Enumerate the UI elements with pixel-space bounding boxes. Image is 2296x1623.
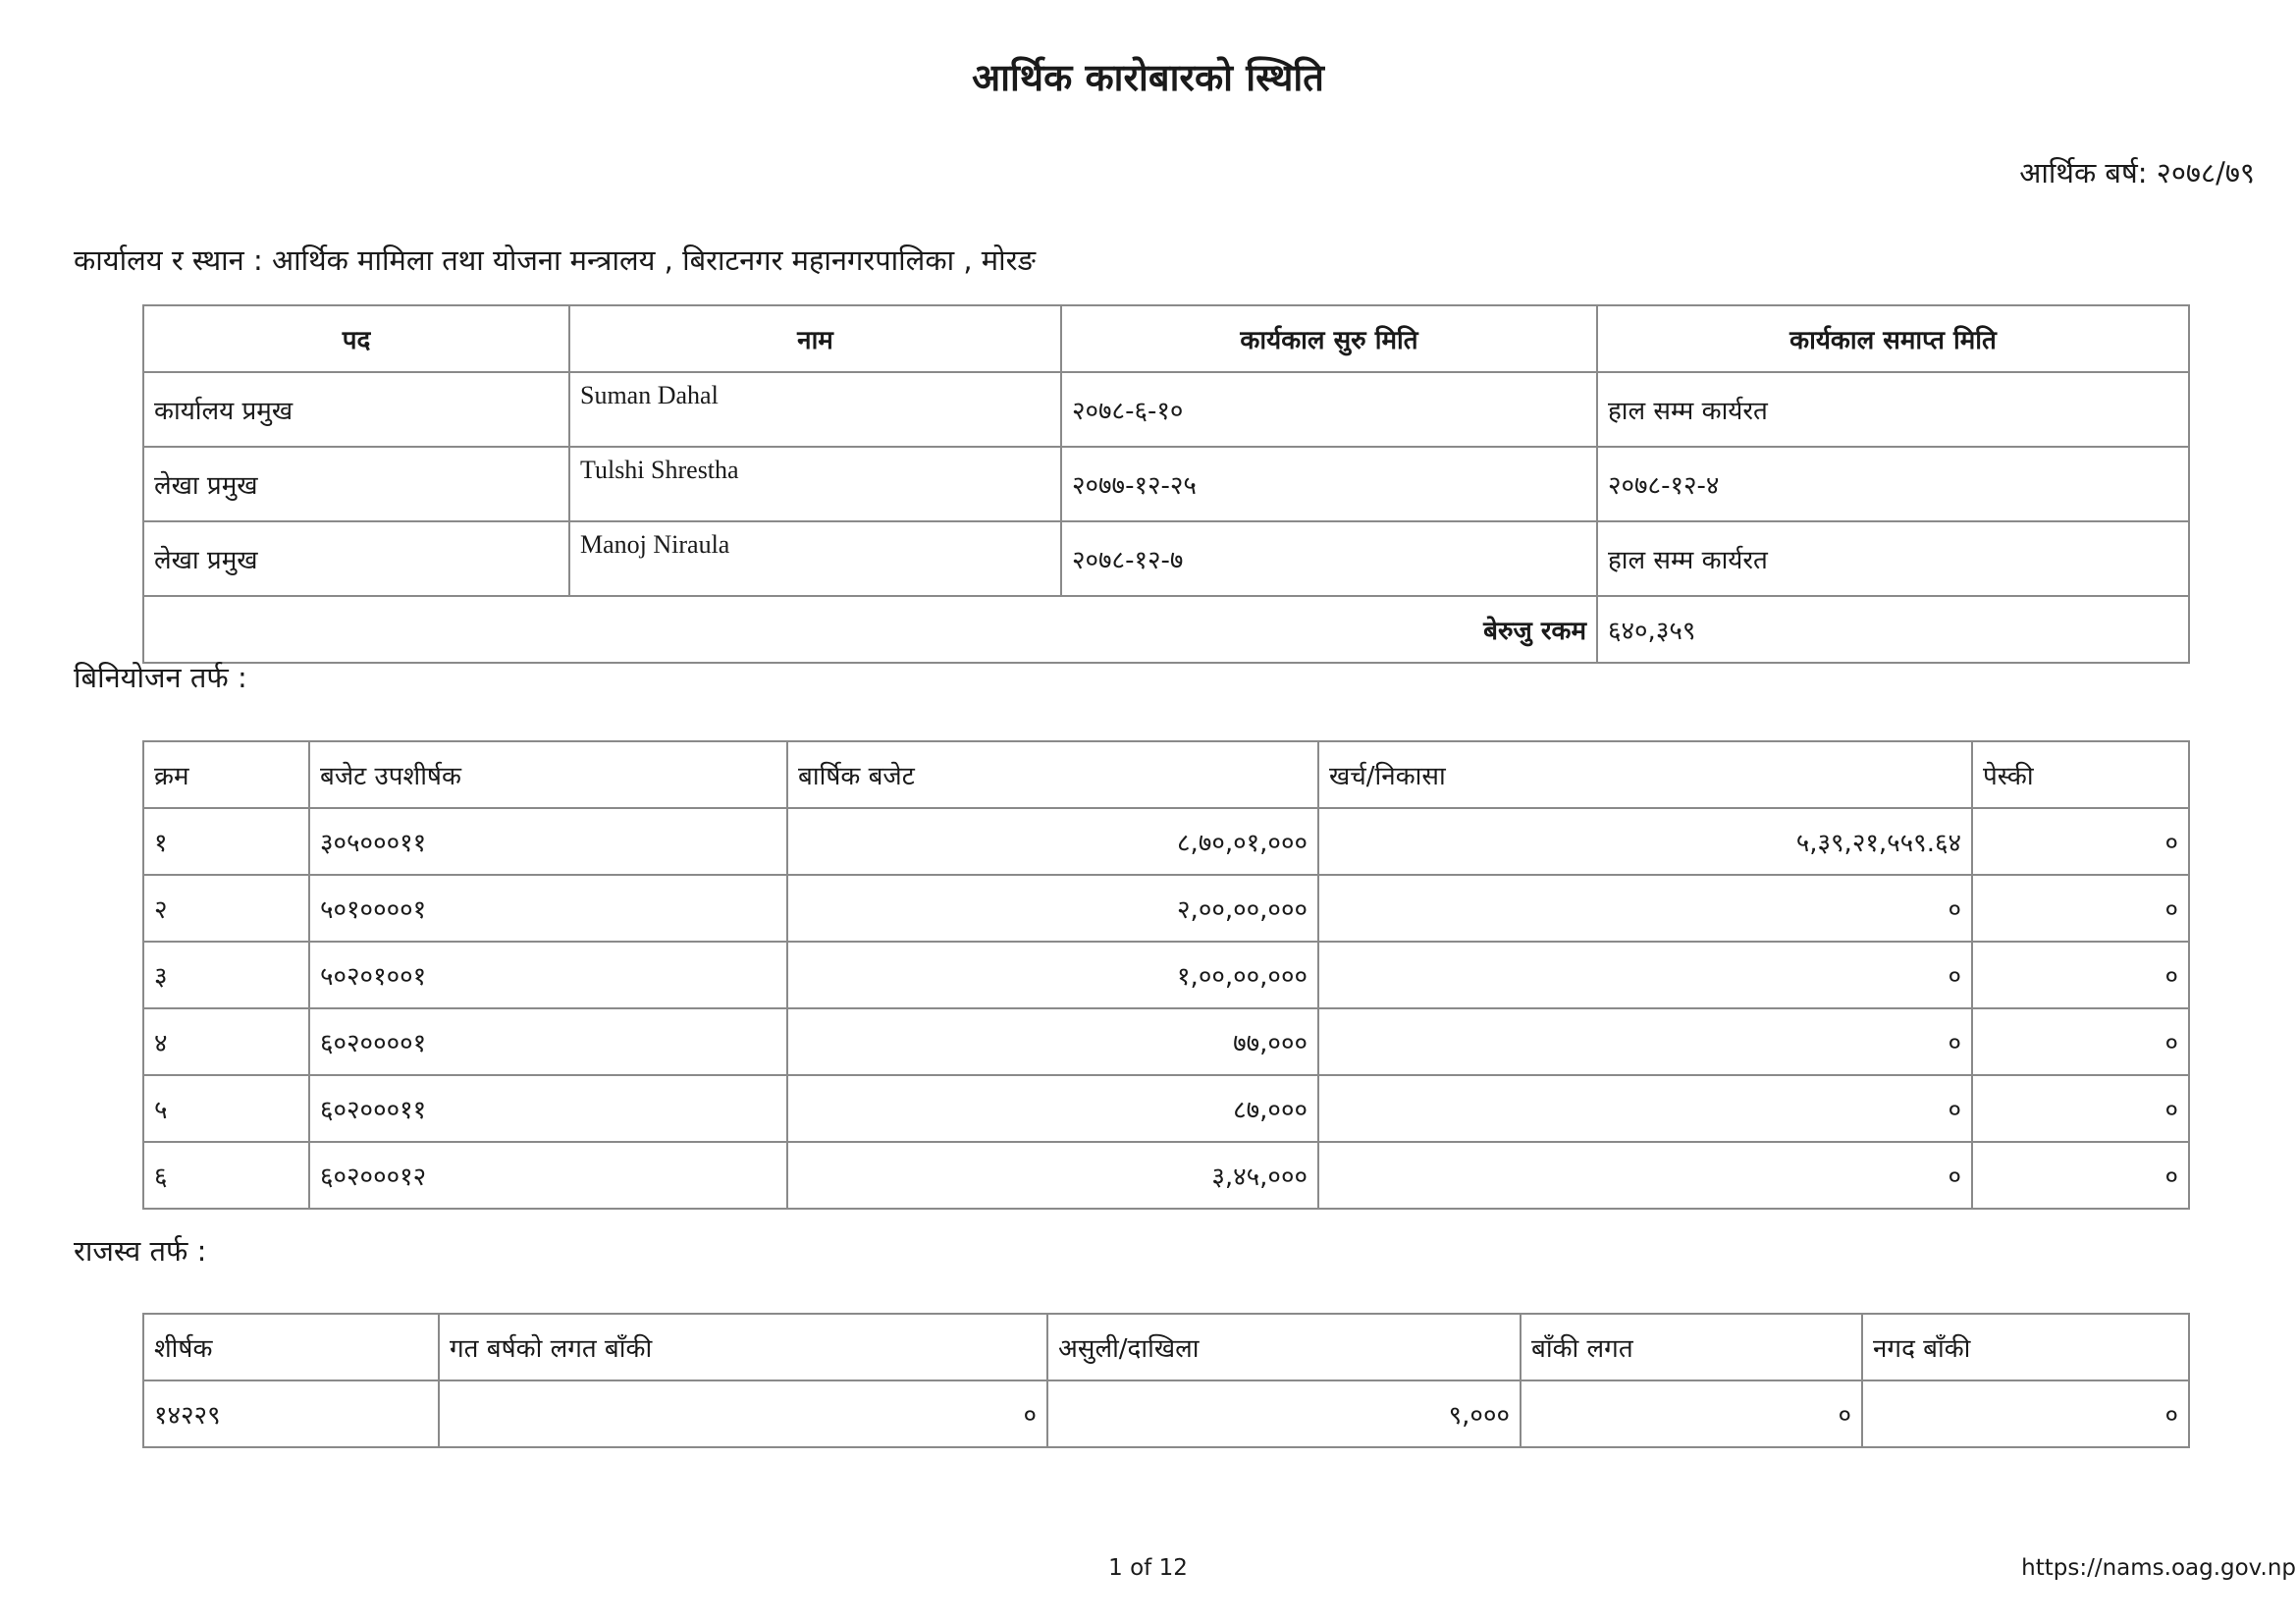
start-date-cell: २०७७-१२-२५ <box>1061 447 1597 521</box>
post-cell: लेखा प्रमुख <box>143 521 569 596</box>
expenditure-cell: ० <box>1318 1075 1972 1142</box>
annual-budget-cell: ८७,००० <box>787 1075 1318 1142</box>
table-row <box>143 942 2189 1008</box>
column-header: पेस्की <box>1972 741 2189 808</box>
expenditure-cell: ० <box>1318 875 1972 942</box>
column-header: पद <box>143 305 569 372</box>
budget-subheading-cell: ६०२०००१२ <box>309 1142 787 1209</box>
expenditure-cell: ५,३९,२१,५५९.६४ <box>1318 808 1972 875</box>
table-header-row <box>143 741 2189 808</box>
start-date-cell: २०७८-१२-७ <box>1061 521 1597 596</box>
column-header: कार्यकाल समाप्त मिति <box>1597 305 2189 372</box>
advance-cell: ० <box>1972 942 2189 1008</box>
page-number: 1 of 12 <box>1108 1555 1188 1581</box>
revenue-table <box>142 1313 2190 1448</box>
annual-budget-cell: १,००,००,००० <box>787 942 1318 1008</box>
beruju-amount: ६४०,३५९ <box>1597 596 2189 663</box>
column-header: शीर्षक <box>143 1314 439 1380</box>
column-header: बार्षिक बजेट <box>787 741 1318 808</box>
fiscal-year: आर्थिक बर्ष: २०७८/७९ <box>2019 156 2255 189</box>
column-header: असुली/दाखिला <box>1047 1314 1521 1380</box>
annual-budget-cell: ३,४५,००० <box>787 1142 1318 1209</box>
annual-budget-cell: ८,७०,०१,००० <box>787 808 1318 875</box>
appropriation-table <box>142 740 2190 1210</box>
serial-cell: १ <box>143 808 309 875</box>
budget-subheading-cell: ३०५०००११ <box>309 808 787 875</box>
table-row <box>143 1075 2189 1142</box>
officials-table <box>142 304 2190 664</box>
post-cell: लेखा प्रमुख <box>143 447 569 521</box>
cash-balance-cell: ० <box>1862 1380 2189 1447</box>
advance-cell: ० <box>1972 808 2189 875</box>
column-header: क्रम <box>143 741 309 808</box>
budget-subheading-cell: ५०२०१००१ <box>309 942 787 1008</box>
name-cell: Manoj Niraula <box>569 521 1061 596</box>
annual-budget-cell: २,००,००,००० <box>787 875 1318 942</box>
table-row <box>143 521 2189 596</box>
table-row <box>143 808 2189 875</box>
advance-cell: ० <box>1972 1142 2189 1209</box>
beruju-label: बेरुजु रकम <box>143 596 1597 663</box>
serial-cell: ४ <box>143 1008 309 1075</box>
advance-cell: ० <box>1972 875 2189 942</box>
end-date-cell: हाल सम्म कार्यरत <box>1597 372 2189 447</box>
table-row <box>143 1380 2189 1447</box>
heading-cell: १४२२९ <box>143 1380 439 1447</box>
end-date-cell: २०७८-१२-४ <box>1597 447 2189 521</box>
expenditure-cell: ० <box>1318 942 1972 1008</box>
table-row <box>143 447 2189 521</box>
column-header: बाँकी लगत <box>1521 1314 1862 1380</box>
page-title: आर्थिक कारोबारको स्थिति <box>972 56 1324 99</box>
serial-cell: २ <box>143 875 309 942</box>
annual-budget-cell: ७७,००० <box>787 1008 1318 1075</box>
name-cell: Tulshi Shrestha <box>569 447 1061 521</box>
expenditure-cell: ० <box>1318 1142 1972 1209</box>
appropriation-label: बिनियोजन तर्फ : <box>74 661 247 694</box>
source-url: https://nams.oag.gov.np <box>2021 1555 2296 1581</box>
previous-year-balance-cell: ० <box>439 1380 1047 1447</box>
column-header: खर्च/निकासा <box>1318 741 1972 808</box>
office-location: कार्यालय र स्थान : आर्थिक मामिला तथा योजना मन्त्रालय , बिराटनगर महानगरपालिका , मोरङ <box>74 243 1036 277</box>
column-header: कार्यकाल सुरु मिति <box>1061 305 1597 372</box>
table-header-row <box>143 305 2189 372</box>
revenue-label: राजस्व तर्फ : <box>74 1234 207 1268</box>
column-header: गत बर्षको लगत बाँकी <box>439 1314 1047 1380</box>
advance-cell: ० <box>1972 1008 2189 1075</box>
table-row <box>143 875 2189 942</box>
table-row <box>143 372 2189 447</box>
budget-subheading-cell: ६०२०००११ <box>309 1075 787 1142</box>
collection-cell: ९,००० <box>1047 1380 1521 1447</box>
post-cell: कार्यालय प्रमुख <box>143 372 569 447</box>
start-date-cell: २०७८-६-१० <box>1061 372 1597 447</box>
budget-subheading-cell: ५०१००००१ <box>309 875 787 942</box>
budget-subheading-cell: ६०२००००१ <box>309 1008 787 1075</box>
table-header-row <box>143 1314 2189 1380</box>
expenditure-cell: ० <box>1318 1008 1972 1075</box>
serial-cell: ५ <box>143 1075 309 1142</box>
table-row <box>143 1142 2189 1209</box>
column-header: नाम <box>569 305 1061 372</box>
serial-cell: ३ <box>143 942 309 1008</box>
end-date-cell: हाल सम्म कार्यरत <box>1597 521 2189 596</box>
advance-cell: ० <box>1972 1075 2189 1142</box>
serial-cell: ६ <box>143 1142 309 1209</box>
name-cell: Suman Dahal <box>569 372 1061 447</box>
beruju-row <box>143 596 2189 663</box>
table-row <box>143 1008 2189 1075</box>
remaining-balance-cell: ० <box>1521 1380 1862 1447</box>
column-header: नगद बाँकी <box>1862 1314 2189 1380</box>
column-header: बजेट उपशीर्षक <box>309 741 787 808</box>
